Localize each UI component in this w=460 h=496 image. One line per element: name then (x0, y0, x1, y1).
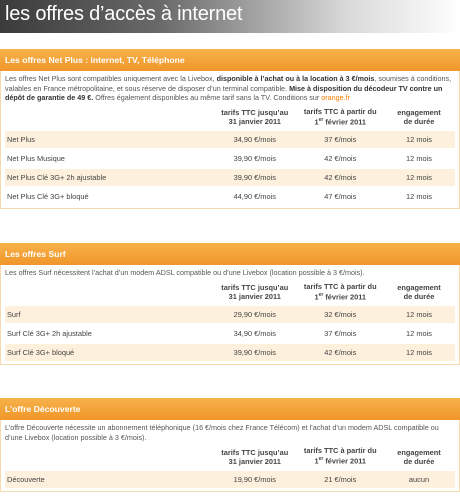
price-from: 37 €/mois (298, 130, 384, 149)
price-table (5, 444, 455, 487)
offer-name: Surf Clé 3G+ 2h ajustable (5, 324, 212, 343)
price-until: 29,90 €/mois (212, 305, 298, 324)
table-row (5, 149, 455, 168)
table-row (5, 130, 455, 149)
table-row (5, 470, 455, 488)
commitment: 12 mois (383, 305, 455, 324)
price-from: 42 €/mois (298, 149, 384, 168)
price-until: 39,90 €/mois (212, 168, 298, 187)
desc-text: Les offres Surf nécessitent l’achat d’un modem ADSL compatible ou d’une Livebox (location possible à 3 €/mois). (5, 268, 365, 277)
offer-name: Net Plus Clé 3G+ 2h ajustable (5, 168, 212, 187)
desc-text: Offres également disponibles au même tarif sans la TV. Conditions sur (93, 93, 322, 103)
price-until-header: tarifs TTC jusqu’au 31 janvier 2011 (221, 447, 289, 466)
section-description (5, 423, 455, 442)
section-body (0, 71, 460, 209)
offer-name: Net Plus Musique (5, 149, 212, 168)
conditions-link[interactable]: orange.fr (321, 93, 351, 103)
section-description (5, 268, 455, 278)
commitment: 12 mois (383, 324, 455, 343)
price-until: 34,90 €/mois (212, 130, 298, 149)
price-until-header: tarifs TTC jusqu’au 31 janvier 2011 (221, 108, 289, 127)
commitment-header: engagement de durée (397, 447, 441, 466)
commitment-header: engagement de durée (397, 108, 441, 127)
desc-text: L’offre Découverte nécessite un abonnement téléphonique (16 €/mois chez France Télécom) et l’achat d’un modem ADSL compatible ou d’une Livebox (location possible à 3 €/mois). (5, 423, 439, 442)
section-surf (0, 243, 460, 365)
price-from: 37 €/mois (298, 324, 384, 343)
name-column-header (5, 444, 212, 469)
price-until-header: tarifs TTC jusqu’au 31 janvier 2011 (221, 283, 289, 302)
price-table (5, 280, 455, 361)
price-until: 19,90 €/mois (212, 470, 298, 488)
offer-name: Net Plus (5, 130, 212, 149)
commitment: 12 mois (383, 187, 455, 205)
price-from: 42 €/mois (298, 168, 384, 187)
section-header: Les offres Surf (0, 243, 460, 265)
page-title: les offres d’accès à internet (5, 3, 243, 25)
section-header: Les offres Net Plus : internet, TV, Téléphone (0, 49, 460, 71)
page-banner (0, 0, 460, 33)
commitment: aucun (383, 470, 455, 488)
table-header-row (5, 280, 455, 305)
price-from: 42 €/mois (298, 343, 384, 361)
offer-name: Surf (5, 305, 212, 324)
section-header: L’offre Découverte (0, 398, 460, 420)
commitment: 12 mois (383, 168, 455, 187)
price-until: 39,90 €/mois (212, 343, 298, 361)
price-table (5, 105, 455, 205)
price-from-header: tarifs TTC à partir du 1er février 2011 (303, 106, 377, 127)
commitment: 12 mois (383, 149, 455, 168)
table-row (5, 324, 455, 343)
offer-name: Surf Clé 3G+ bloqué (5, 343, 212, 361)
offer-name: Découverte (5, 470, 212, 488)
offer-name: Net Plus Clé 3G+ bloqué (5, 187, 212, 205)
table-row (5, 343, 455, 361)
price-from: 47 €/mois (298, 187, 384, 205)
price-until: 39,90 €/mois (212, 149, 298, 168)
price-until: 34,90 €/mois (212, 324, 298, 343)
section-description (5, 74, 455, 103)
section-body (0, 420, 460, 492)
name-column-header (5, 280, 212, 305)
section-decouverte (0, 398, 460, 492)
table-row (5, 168, 455, 187)
price-from: 21 €/mois (298, 470, 384, 488)
commitment: 12 mois (383, 343, 455, 361)
desc-text: Les offres Net Plus sont compatibles uniquement avec la Livebox, (5, 74, 217, 83)
table-row (5, 305, 455, 324)
section-body (0, 265, 460, 365)
table-row (5, 187, 455, 205)
desc-bold-text: Mise à disposition du décodeur TV contre un dépôt de garantie de 49 €. (5, 83, 443, 103)
price-from: 32 €/mois (298, 305, 384, 324)
desc-bold-text: disponible à l’achat ou à la location à 3 €/mois (216, 74, 375, 83)
section-net-plus (0, 49, 460, 209)
table-header-row (5, 105, 455, 130)
commitment-header: engagement de durée (397, 283, 441, 302)
price-until: 44,90 €/mois (212, 187, 298, 205)
table-header-row (5, 444, 455, 469)
price-from-header: tarifs TTC à partir du 1er février 2011 (303, 446, 377, 466)
desc-text: , soumises à conditions, valables en France métropolitaine, et sous réserve de disposer d’un terminal compatible. (5, 74, 452, 93)
commitment: 12 mois (383, 130, 455, 149)
price-from-header: tarifs TTC à partir du 1er février 2011 (303, 281, 377, 302)
name-column-header (5, 105, 212, 130)
